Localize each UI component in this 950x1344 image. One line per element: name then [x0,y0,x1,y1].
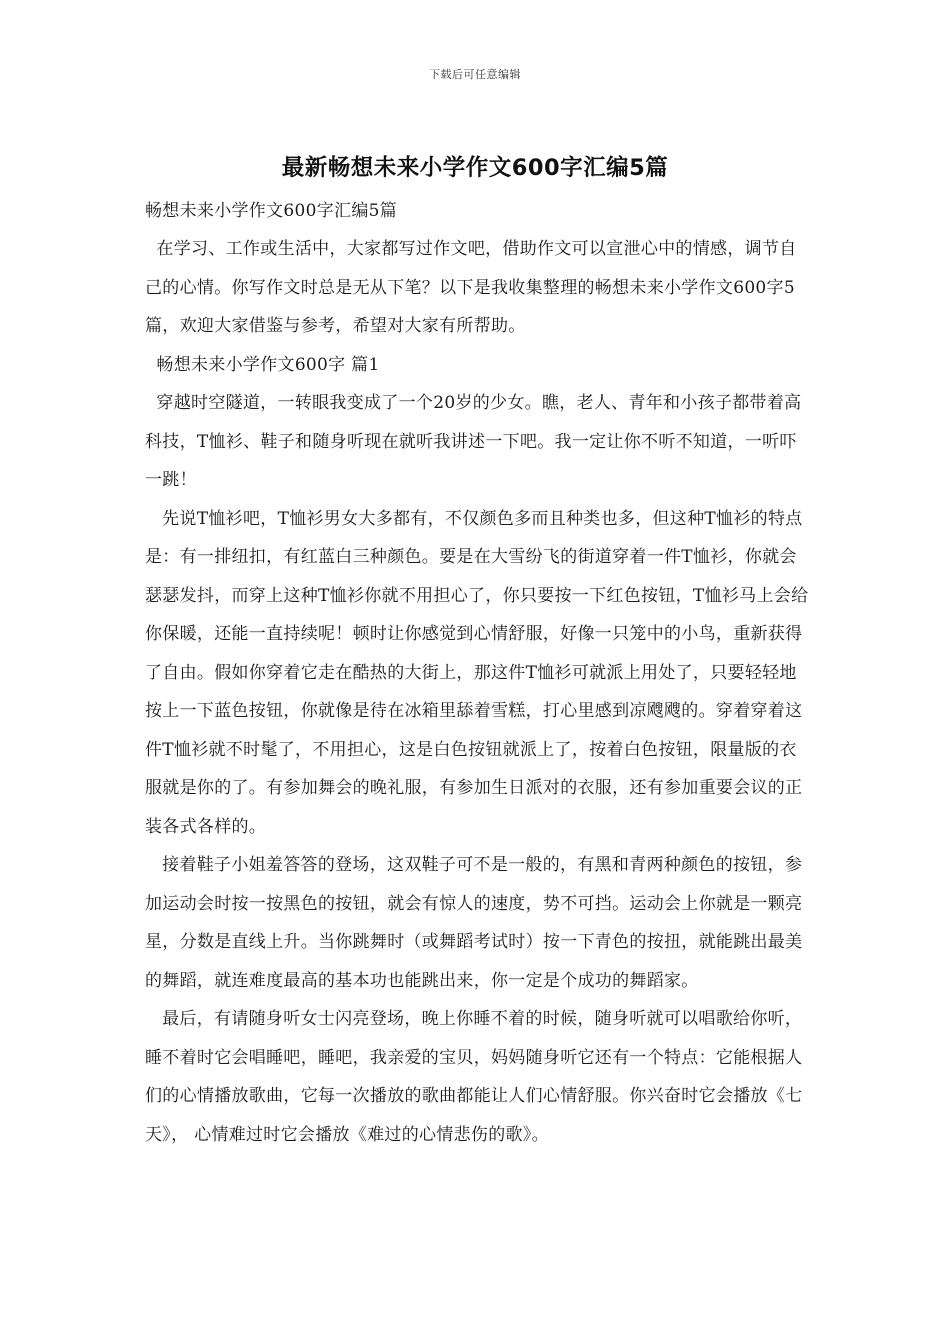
document-subtitle: 畅想未来小学作文600字汇编5篇 [145,201,398,221]
paragraph-3: 接着鞋子小姐羞答答的登场，这双鞋子可不是一般的，有黑和青两种颜色的按钮，参加运动会时按一按黑色的按钮，就会有惊人的速度，势不可挡。运动会上你就是一颗亮星，分数是直线上升。当你跳舞时（或舞蹈考试时）按一下青色的按扭，就能跳出最美的舞蹈，就连难度最高的基本功也能跳出来，你一定是个成功的舞蹈家。 [145,855,803,991]
paragraph-2: 先说T恤衫吧，T恤衫男女大多都有，不仅颜色多而且种类也多，但这种T恤衫的特点是：有一排纽扣，有红蓝白三种颜色。要是在大雪纷飞的街道穿着一件T恤衫，你就会瑟瑟发抖，而穿上这种T恤衫你就不用担心了，你只要按一下红色按钮，T恤衫马上会给你保暖，还能一直持续呢！顿时让你感觉到心情舒服，好像一只笼中的小鸟，重新获得了自由。假如你穿着它走在酷热的大街上，那这件T恤衫可就派上用处了，只要轻轻地按上一下蓝色按钮，你就像是待在冰箱里舔着雪糕，打心里感到凉飕飕的。穿着穿着这件T恤衫就不时髦了，不用担心，这是白色按钮就派上了，按着白色按钮，限量版的衣服就是你的了。有参加舞会的晚礼服，有参加生日派对的衣服，还有参加重要会议的正装各式各样的。 [145,508,809,837]
section-heading: 畅想未来小学作文600字 篇1 [145,354,380,375]
paragraph-1: 穿越时空隧道，一转眼我变成了一个20岁的少女。瞧，老人、青年和小孩子都带着高科技，T恤衫、鞋子和随身听现在就听我讲述一下吧。我一定让你不听不知道，一听吓一跳！ [145,393,802,490]
document-title: 最新畅想未来小学作文600字汇编5篇 [281,155,669,181]
paragraph-intro: 在学习、工作或生活中，大家都写过作文吧，借助作文可以宣泄心中的情感，调节自己的心情。你写作文时总是无从下笔？以下是我收集整理的畅想未来小学作文600字5篇，欢迎大家借鉴与参考，希望对大家有所帮助。 [145,239,797,336]
document-body [145,198,811,1154]
header-note: 下载后可任意编辑 [429,68,521,81]
paragraph-4: 最后，有请随身听女士闪亮登场，晚上你睡不着的时候，随身听就可以唱歌给你听，睡不着时它会唱睡吧，睡吧，我亲爱的宝贝，妈妈随身听它还有一个特点：它能根据人们的心情播放歌曲，它每一次播放的歌曲都能让人们心情舒服。你兴奋时它会播放《七天》， 心情难过时它会播放《难过的心情悲伤的歌》。 [145,1009,803,1145]
